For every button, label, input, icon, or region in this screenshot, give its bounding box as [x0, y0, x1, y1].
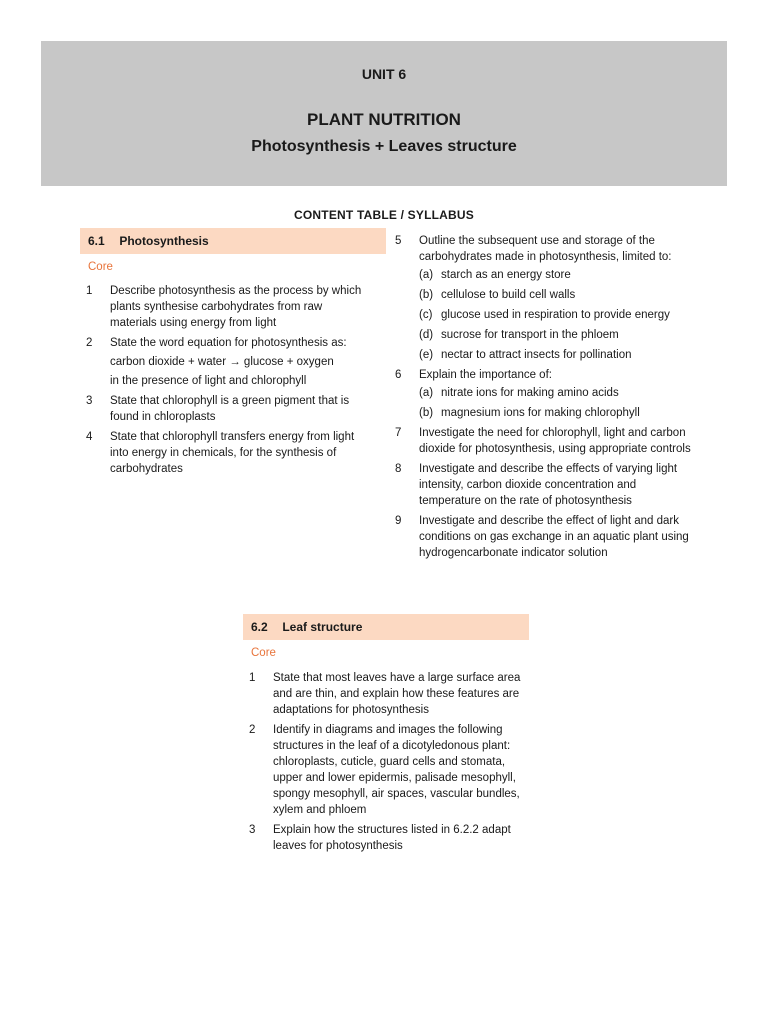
- section-name: Photosynthesis: [119, 234, 209, 248]
- sub-item: (b) magnesium ions for making chlorophyll: [419, 407, 640, 419]
- section-6-1-left-list: [82, 283, 372, 481]
- section-6-1-header: [80, 228, 386, 254]
- section-6-2-header: [243, 614, 529, 640]
- sub-item: (c) glucose used in respiration to provide energy: [419, 309, 670, 321]
- list-item: 6 Explain the importance of: (a) nitrate ions for making amino acids (b) magnesium ions for making chlorophyll: [391, 367, 691, 421]
- list-item: 3 Explain how the structures listed in 6.2.2 adapt leaves for photosynthesis: [249, 824, 511, 852]
- list-item: 2 Identify in diagrams and images the following structures in the leaf of a dicotyledonous plant: chloroplasts, cuticle, guard cells and stomata, upper and lower epidermis, palisade mesophyll, spongy mesophyll, air spaces, vascular bundles, xylem and phloem: [249, 724, 520, 816]
- list-item: 3 State that chlorophyll is a green pigment that is found in chloroplasts: [86, 395, 350, 423]
- section-6-2-list: [245, 670, 530, 858]
- list-item: 9 Investigate and describe the effect of light and dark conditions on gas exchange in an aquatic plant using hydrogencarbonate indicator solution: [395, 515, 689, 559]
- section-name: Leaf structure: [282, 620, 363, 634]
- section-number: 6.1: [88, 234, 105, 248]
- list-item: 5 Outline the subsequent use and storage of the carbohydrates made in photosynthesis, limited to: (a) starch as an energy store (b) cellulose to build cell walls (c) glucose used in respiration to provide energy (d) sucrose for transport in the phloem (e) nectar to attract insects for pollination: [391, 233, 691, 363]
- list-item: 4 State that chlorophyll transfers energy from light into energy in chemicals, for the synthesis of carbohydrates: [86, 431, 355, 475]
- core-label: Core: [251, 647, 276, 659]
- core-label: Core: [88, 261, 113, 273]
- list-item: 1 State that most leaves have a large surface area and are thin, and explain how these features are adaptations for photosynthesis: [249, 672, 521, 716]
- list-item: 8 Investigate and describe the effects of varying light intensity, carbon dioxide concentration and temperature on the rate of photosynthesis: [395, 463, 678, 507]
- sub-item: (b) cellulose to build cell walls: [419, 289, 576, 301]
- list-item: 7 Investigate the need for chlorophyll, light and carbon dioxide for photosynthesis, using appropriate controls: [395, 427, 691, 455]
- section-number: 6.2: [251, 620, 268, 634]
- page-subtitle: Photosynthesis + Leaves structure: [251, 138, 517, 155]
- page-title: PLANT NUTRITION: [307, 110, 461, 129]
- word-equation: carbon dioxide + water → glucose + oxygen: [110, 356, 334, 368]
- sub-list: [419, 267, 691, 363]
- list-item: 1 Describe photosynthesis as the process by which plants synthesise carbohydrates from raw materials using energy from light: [86, 285, 362, 329]
- sub-item: (a) nitrate ions for making amino acids: [419, 387, 619, 399]
- list-item: 2 State the word equation for photosynthesis as: carbon dioxide + water → glucose + oxygen in the presence of light and chlorophyll: [82, 335, 372, 389]
- equation-note: in the presence of light and chlorophyll: [110, 375, 307, 387]
- syllabus-heading: CONTENT TABLE / SYLLABUS: [294, 208, 474, 222]
- unit-label: UNIT 6: [361, 66, 407, 82]
- sub-item: (a) starch as an energy store: [419, 269, 571, 281]
- sub-list: [419, 385, 691, 421]
- sub-item: (d) sucrose for transport in the phloem: [419, 329, 619, 341]
- section-6-1-right-list: [391, 233, 691, 565]
- unit-header: [41, 41, 727, 186]
- sub-item: (e) nectar to attract insects for pollination: [419, 349, 632, 361]
